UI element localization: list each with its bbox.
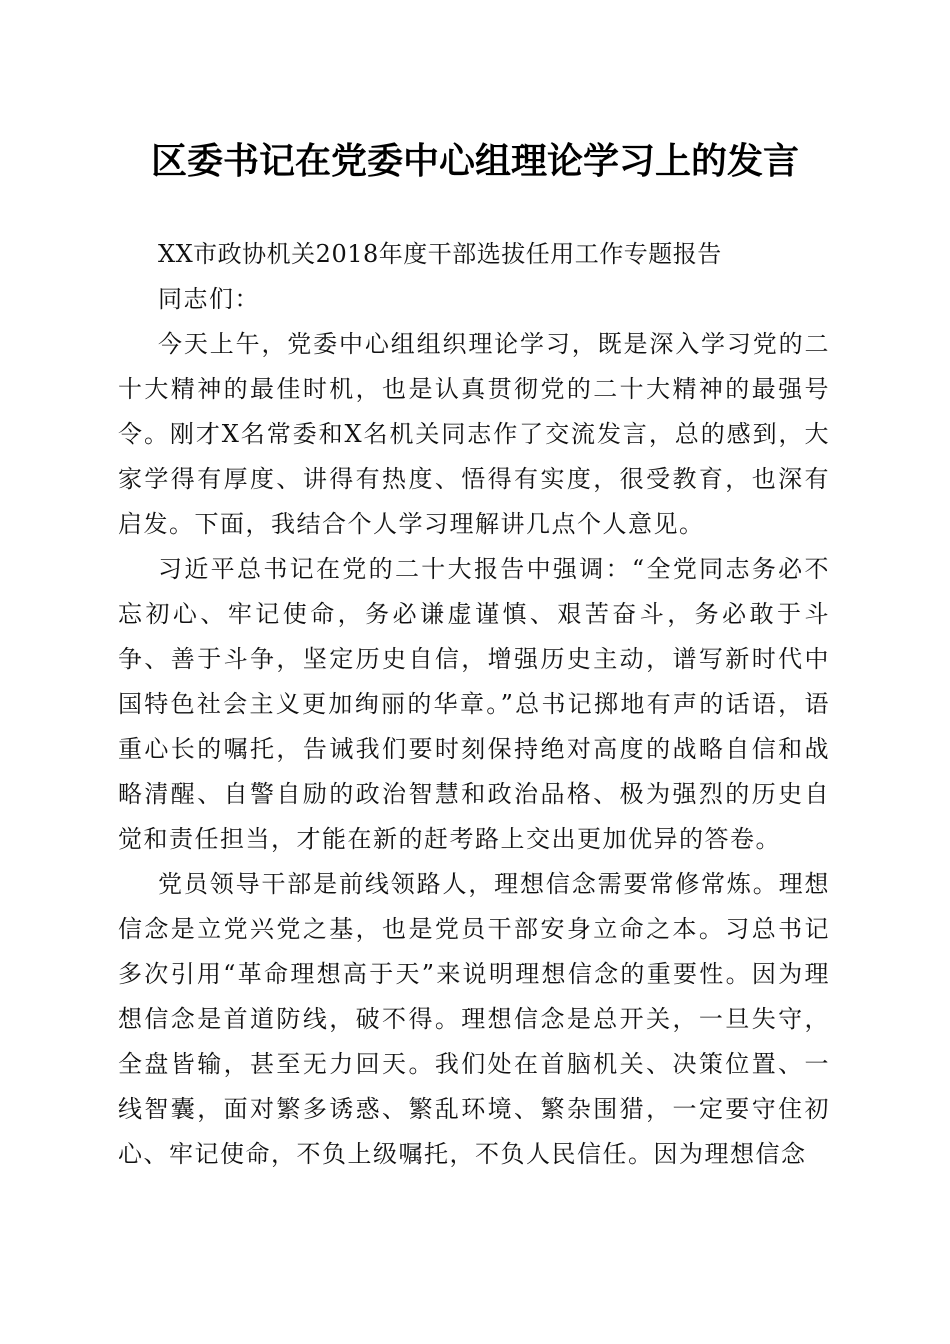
document-subtitle: XX市政协机关2018年度干部选拔任用工作专题报告 xyxy=(158,240,722,268)
body-paragraph-1: 今天上午，党委中心组组织理论学习，既是深入学习党的二十大精神的最佳时机，也是认真贯彻党的二十大精神的最强号令。刚才X名常委和X名机关同志作了交流发言，总的感到，大家学得有厚度、讲得有热度、悟得有实度，很受教育，也深有启发。下面，我结合个人学习理解讲几点个人意见。 xyxy=(118,330,830,538)
greeting-line: 同志们： xyxy=(158,285,260,313)
body-paragraph-2: 习近平总书记在党的二十大报告中强调：“全党同志务必不忘初心、牢记使命，务必谦虚谨慎、艰苦奋斗，务必敢于斗争、善于斗争，坚定历史自信，增强历史主动，谱写新时代中国特色社会主义更加绚丽的华章。”总书记掷地有声的话语，语重心长的嘱托，告诫我们要时刻保持绝对高度的战略自信和战略清醒、自警自励的政治智慧和政治品格、极为强烈的历史自觉和责任担当，才能在新的赶考路上交出更加优异的答卷。 xyxy=(118,555,830,853)
body-paragraph-3: 党员领导干部是前线领路人，理想信念需要常修常炼。理想信念是立党兴党之基，也是党员干部安身立命之本。习总书记多次引用“革命理想高于天”来说明理想信念的重要性。因为理想信念是首道防线，破不得。理想信念是总开关，一旦失守，全盘皆输，甚至无力回天。我们处在首脑机关、决策位置、一线智囊，面对繁多诱惑、繁乱环境、繁杂围猎，一定要守住初心、牢记使命，不负上级嘱托，不负人民信任。因为理想信念 xyxy=(118,870,830,1168)
document-body xyxy=(118,232,830,1177)
document-title: 区委书记在党委中心组理论学习上的发言 xyxy=(150,140,799,182)
